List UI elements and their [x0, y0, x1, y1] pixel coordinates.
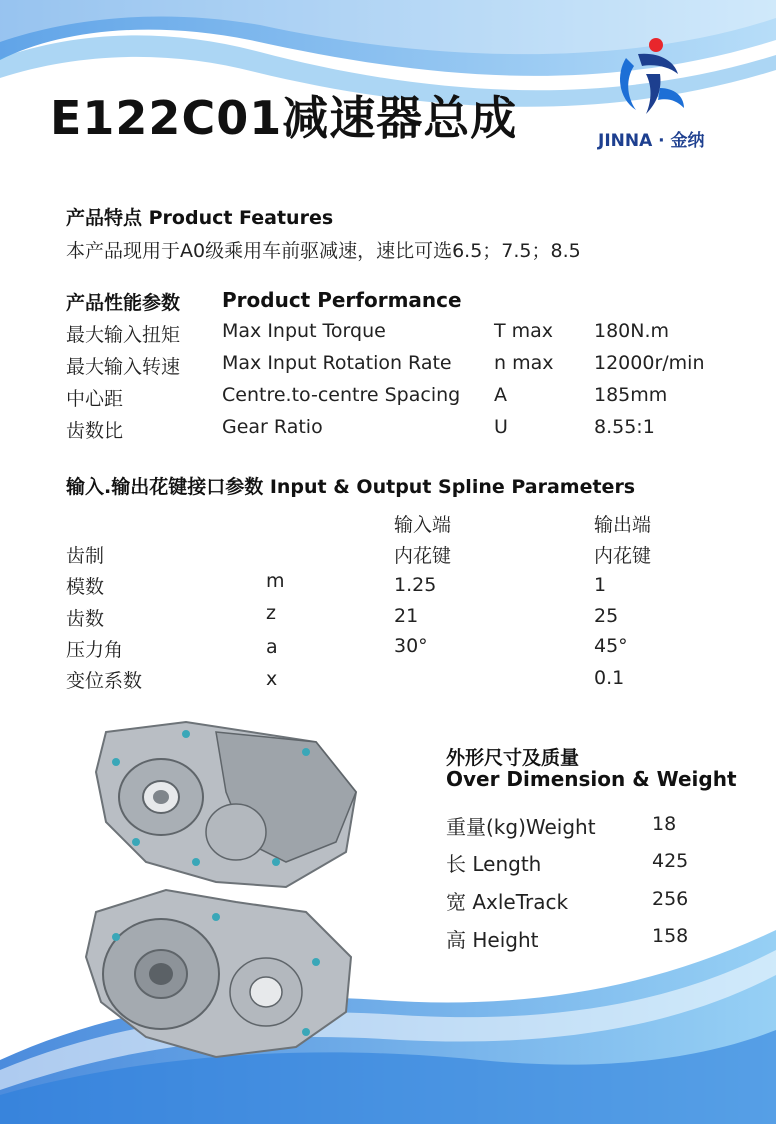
- dimension-heading-cn: 外形尺寸及质量: [446, 747, 580, 769]
- dimension-heading-en: Over Dimension & Weight: [446, 767, 737, 791]
- features-heading: 产品特点 Product Features: [66, 207, 334, 229]
- perf-val: 12000r/min: [594, 352, 705, 374]
- dimension-value: 425: [652, 850, 689, 872]
- dimension-value: 256: [652, 888, 689, 910]
- performance-heading-cn: 产品性能参数: [66, 292, 181, 314]
- spline-cn: 模数: [66, 576, 105, 598]
- perf-val: 180N.m: [594, 320, 670, 342]
- spline-in: 内花键: [394, 545, 452, 567]
- spline-cn: 压力角: [66, 639, 124, 661]
- perf-cn: 中心距: [66, 388, 124, 410]
- spline-heading: 输入.输出花键接口参数 Input & Output Spline Parameters: [66, 476, 636, 498]
- perf-en: Centre.to-centre Spacing: [222, 384, 461, 406]
- spline-cn: 齿数: [66, 608, 105, 630]
- dimension-label: 重量(kg)Weight: [446, 815, 596, 839]
- spline-col-in: 输入端: [394, 514, 452, 536]
- spline-out: 45°: [594, 635, 628, 657]
- spline-sym: m: [266, 570, 285, 592]
- spline-out: 内花键: [594, 545, 652, 567]
- performance-heading-en: Product Performance: [222, 288, 462, 312]
- perf-cn: 齿数比: [66, 420, 124, 442]
- dimension-label: 高 Height: [446, 928, 539, 952]
- spline-out: 1: [594, 574, 607, 596]
- perf-cn: 最大输入扭矩: [66, 324, 181, 346]
- spline-sym: x: [266, 668, 278, 690]
- perf-sym: A: [494, 384, 507, 406]
- spline-cn: 变位系数: [66, 670, 143, 692]
- page-title: E122C01减速器总成: [50, 91, 518, 145]
- perf-en: Max Input Torque: [222, 320, 386, 342]
- spline-out: 0.1: [594, 667, 625, 689]
- perf-sym: n max: [494, 352, 554, 374]
- perf-val: 185mm: [594, 384, 668, 406]
- spline-cn: 齿制: [66, 545, 105, 567]
- perf-sym: U: [494, 416, 508, 438]
- dimension-label: 长 Length: [446, 852, 542, 876]
- spline-in: 1.25: [394, 574, 437, 596]
- features-text: 本产品现用于A0级乘用车前驱减速，速比可选6.5；7.5；8.5: [66, 240, 581, 262]
- perf-sym: T max: [494, 320, 554, 342]
- perf-en: Max Input Rotation Rate: [222, 352, 452, 374]
- dimension-label: 宽 AxleTrack: [446, 890, 569, 914]
- perf-val: 8.55:1: [594, 416, 655, 438]
- spline-sym: z: [266, 602, 276, 624]
- dimension-value: 18: [652, 813, 677, 835]
- spline-out: 25: [594, 605, 619, 627]
- dimension-value: 158: [652, 925, 689, 947]
- spline-col-out: 输出端: [594, 514, 652, 536]
- logo-text: JINNA · 金纳: [598, 131, 705, 151]
- jinna-logo-icon: [612, 36, 694, 122]
- perf-cn: 最大输入转速: [66, 356, 181, 378]
- gearbox-illustration: [66, 712, 366, 1068]
- spline-in: 21: [394, 605, 419, 627]
- perf-en: Gear Ratio: [222, 416, 323, 438]
- spline-in: 30°: [394, 635, 428, 657]
- spline-sym: a: [266, 636, 278, 658]
